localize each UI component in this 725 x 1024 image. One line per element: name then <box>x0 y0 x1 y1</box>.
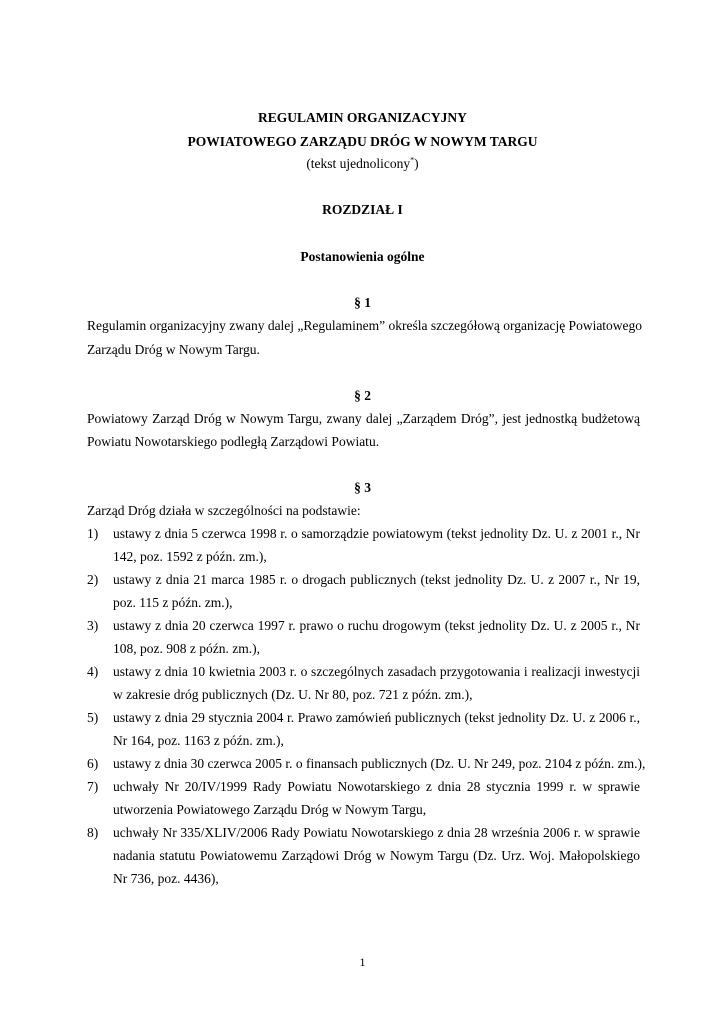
footnote-marker: * <box>410 155 415 165</box>
list-item-line: ustawy z dnia 20 czerwca 1997 r. prawo o ruchu drogowym (tekst jednolity Dz. U. z 2005 r., Nr <box>113 618 640 633</box>
document-title-line1: REGULAMIN ORGANIZACYJNY <box>258 110 467 125</box>
page-number: 1 <box>359 955 366 969</box>
list-item-line: 108, poz. 908 z późn. zm.), <box>113 641 260 656</box>
subtitle-text: (tekst ujednolicony <box>306 156 411 171</box>
section-mark-3: § 3 <box>354 480 371 495</box>
section-3-intro: Zarząd Dróg działa w szczególności na podstawie: <box>87 503 361 518</box>
section-mark-2: § 2 <box>354 388 371 403</box>
section-1-line-2: Zarządu Dróg w Nowym Targu. <box>87 342 260 357</box>
list-item-line: poz. 115 z późn. zm.), <box>113 595 233 610</box>
list-item-line: Nr 736, poz. 4436), <box>113 871 219 886</box>
section-mark-1: § 1 <box>354 295 371 310</box>
list-item-number: 5) <box>87 710 99 725</box>
list-item-line: ustawy z dnia 30 czerwca 2005 r. o finansach publicznych (Dz. U. Nr 249, poz. 2104 z późn. zm.), <box>113 756 646 771</box>
subtitle-close: ) <box>414 156 419 171</box>
list-item-number: 7) <box>87 779 99 794</box>
chapter-label: ROZDZIAŁ I <box>322 202 403 217</box>
list-item-number: 6) <box>87 756 99 771</box>
document-subtitle <box>0 156 725 172</box>
list-item-line: ustawy z dnia 21 marca 1985 r. o drogach publicznych (tekst jednolity Dz. U. z 2007 r., Nr 19, <box>113 572 640 587</box>
list-item-line: nadania statutu Powiatowemu Zarządowi Dróg w Nowym Targu (Dz. Urz. Woj. Małopolskiego <box>113 848 640 863</box>
section-2-line-2: Powiatu Nowotarskiego podległą Zarządowi Powiatu. <box>87 434 380 449</box>
list-item-number: 8) <box>87 825 99 840</box>
section-2-line-1: Powiatowy Zarząd Dróg w Nowym Targu, zwany dalej „Zarządem Dróg”, jest jednostką budżetową <box>87 411 640 426</box>
list-item-line: ustawy z dnia 29 stycznia 2004 r. Prawo zamówień publicznych (tekst jednolity Dz. U. z 2006 r., <box>113 710 640 725</box>
list-item-line: uchwały Nr 335/XLIV/2006 Rady Powiatu Nowotarskiego z dnia 28 września 2006 r. w sprawie <box>113 825 640 840</box>
list-item-line: w zakresie dróg publicznych (Dz. U. Nr 80, poz. 721 z późn. zm.), <box>113 687 473 702</box>
list-item-line: 142, poz. 1592 z późn. zm.), <box>113 549 267 564</box>
list-item-line: uchwały Nr 20/IV/1999 Rady Powiatu Nowotarskiego z dnia 28 stycznia 1999 r. w sprawie <box>113 779 640 794</box>
list-item-number: 3) <box>87 618 99 633</box>
document-title-line2: POWIATOWEGO ZARZĄDU DRÓG W NOWYM TARGU <box>187 134 538 149</box>
chapter-heading: Postanowienia ogólne <box>300 249 425 264</box>
section-1-line-1: Regulamin organizacyjny zwany dalej „Regulaminem” określa szczegółową organizację Powiatowego <box>87 318 643 333</box>
list-item-number: 1) <box>87 526 99 541</box>
list-item-number: 4) <box>87 664 99 679</box>
list-item-number: 2) <box>87 572 99 587</box>
list-item-line: ustawy z dnia 10 kwietnia 2003 r. o szczególnych zasadach przygotowania i realizacji inwestycji <box>113 664 640 679</box>
list-item-line: Nr 164, poz. 1163 z późn. zm.), <box>113 733 284 748</box>
list-item-line: utworzenia Powiatowego Zarządu Dróg w Nowym Targu, <box>113 802 427 817</box>
list-item-line: ustawy z dnia 5 czerwca 1998 r. o samorządzie powiatowym (tekst jednolity Dz. U. z 2001 r., Nr <box>113 526 640 541</box>
